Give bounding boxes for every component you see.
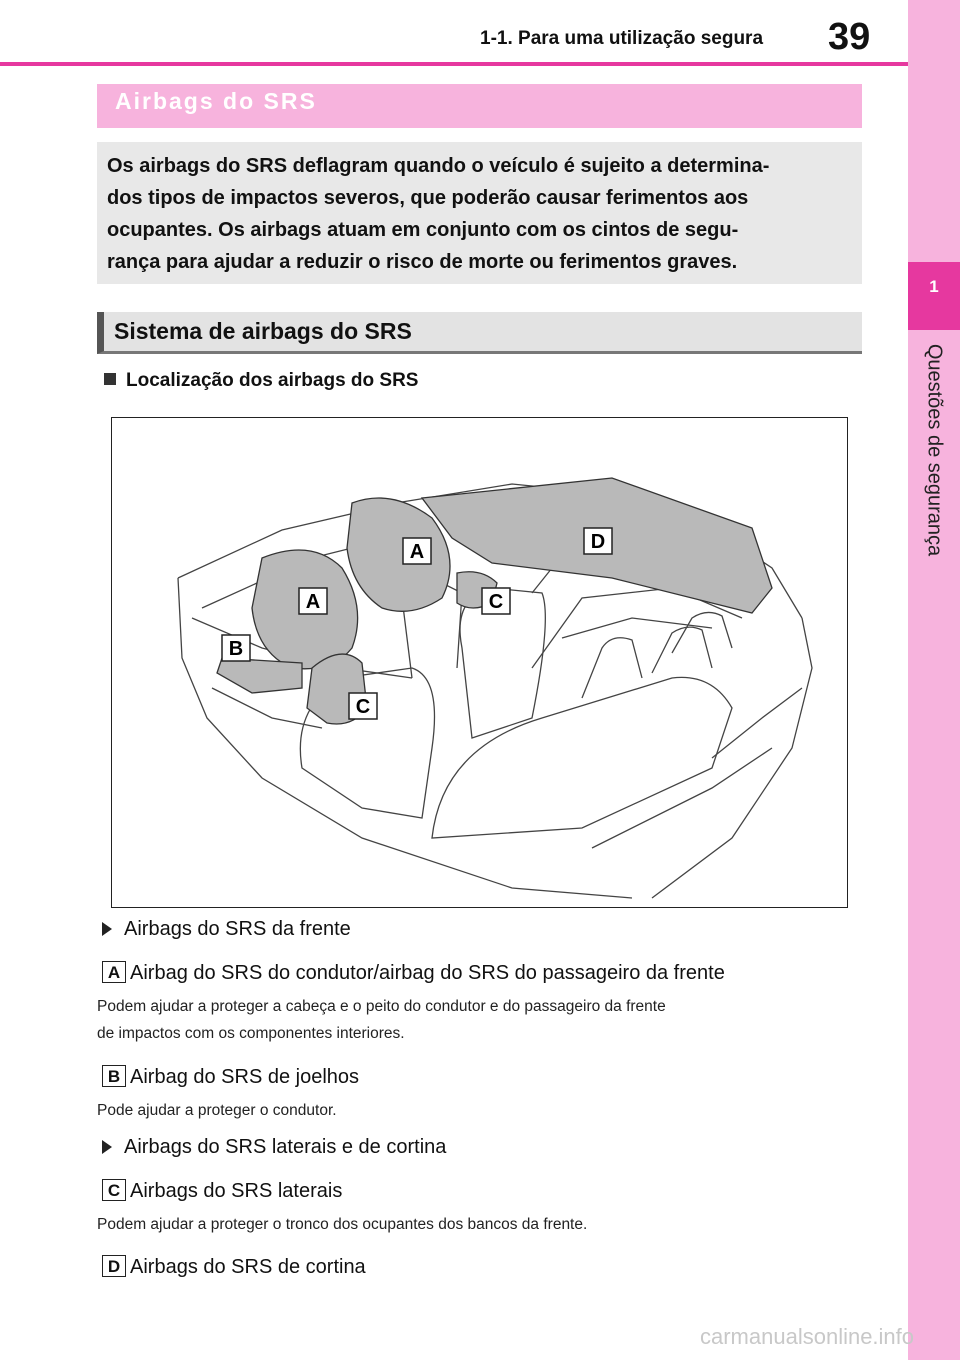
subheading-text: Localização dos airbags do SRS: [126, 370, 419, 391]
triangle-bullet-icon: [102, 922, 112, 936]
chapter-number: 1: [908, 262, 960, 330]
side-tab: [908, 0, 960, 1360]
square-bullet-icon: [104, 373, 116, 385]
bullet-text: Airbags do SRS laterais e de cortina: [124, 1136, 447, 1158]
callout-label: C: [488, 591, 504, 613]
letter-box: B: [102, 1065, 126, 1087]
triangle-bullet-icon: [102, 1140, 112, 1154]
callout-label: C: [355, 696, 371, 718]
subheading: [104, 370, 418, 392]
list-item-d: [102, 1255, 366, 1279]
intro-line: rança para ajudar a reduzir o risco de morte ou ferimentos graves.: [107, 251, 738, 273]
note-line: Podem ajudar a proteger a cabeça e o peito do condutor e do passageiro da frente: [97, 998, 666, 1015]
callout-label: A: [305, 591, 321, 613]
airbag-location-figure: [111, 417, 848, 908]
bullet-text: Airbags do SRS da frente: [124, 918, 351, 940]
callout-label: A: [409, 541, 425, 563]
item-label: Airbag do SRS do condutor/airbag do SRS do passageiro da frente: [130, 962, 725, 984]
list-item-c: [102, 1179, 342, 1203]
callout-label: D: [590, 531, 606, 553]
callout-label: B: [228, 638, 244, 660]
watermark: carmanualsonline.info: [700, 1324, 915, 1349]
letter-box: C: [102, 1179, 126, 1201]
page-number: 39: [828, 16, 871, 58]
subsection-title: Sistema de airbags do SRS: [114, 318, 412, 344]
intro-line: Os airbags do SRS deflagram quando o veículo é sujeito a determina-: [107, 155, 770, 177]
intro-line: ocupantes. Os airbags atuam em conjunto com os cintos de segu-: [107, 219, 739, 241]
item-label: Airbag do SRS de joelhos: [130, 1066, 360, 1088]
note-line: de impactos com os componentes interiores.: [97, 1025, 405, 1042]
section-label: 1-1. Para uma utilização segura: [480, 28, 764, 49]
knee-airbag: [217, 658, 302, 693]
note-line: Podem ajudar a proteger o tronco dos ocupantes dos bancos da frente.: [97, 1216, 588, 1233]
chapter-title: Questões de segurança: [923, 343, 946, 557]
section-title: Airbags do SRS: [115, 88, 317, 114]
note-line: Pode ajudar a proteger o condutor.: [97, 1102, 337, 1119]
item-label: Airbags do SRS de cortina: [130, 1256, 366, 1278]
letter-box: A: [102, 961, 126, 983]
letter-box: D: [102, 1255, 126, 1277]
intro-line: dos tipos de impactos severos, que poderão causar ferimentos aos: [107, 187, 749, 209]
list-item-b: [102, 1065, 359, 1089]
item-label: Airbags do SRS laterais: [130, 1180, 343, 1202]
bullet-item: [102, 918, 351, 941]
bullet-item: [102, 1136, 446, 1159]
list-item-a: [102, 961, 725, 985]
car-interior-illustration: [112, 418, 847, 907]
header-divider: [0, 62, 908, 66]
